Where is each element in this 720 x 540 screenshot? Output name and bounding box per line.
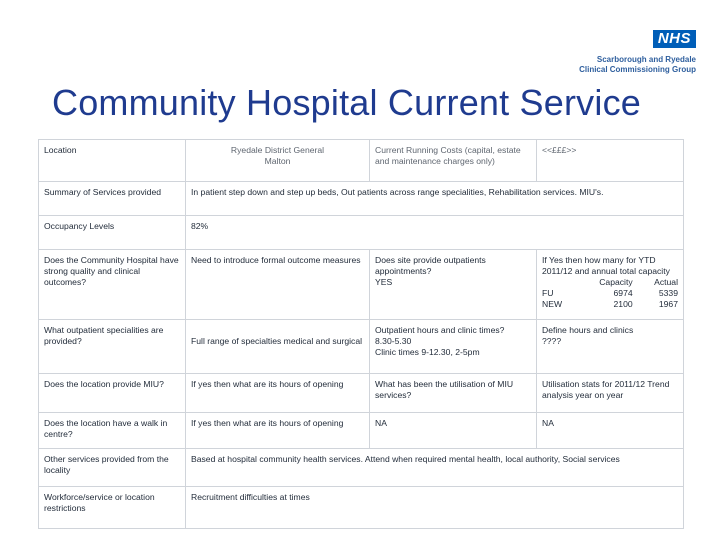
services-summary-value: In patient step down and step up beds, Out patients across range specialities, Rehabilitation services. MIU's. (186, 182, 684, 216)
location-name: Ryedale District General (230, 145, 325, 155)
outpatient-specialities-label: What outpatient specialities are provided? (39, 320, 186, 374)
occupancy-label: Occupancy Levels (39, 216, 186, 250)
outpatient-specialities-value (186, 320, 370, 374)
table-row (39, 320, 684, 374)
walk-in-hours: If yes then what are its hours of opening (186, 413, 370, 449)
table-row (39, 413, 684, 449)
outpatient-appointments-question: Does site provide outpatients appointments? (375, 255, 486, 276)
table-row (39, 250, 684, 320)
location-label: Location (39, 140, 186, 182)
ytd-capacity-question: If Yes then how many for YTD 2011/12 and annual total capacity (542, 255, 670, 276)
occupancy-value: 82% (186, 216, 684, 250)
miu-hours: If yes then what are its hours of opening (186, 374, 370, 413)
new-actual: 1967 (658, 299, 678, 309)
ccg-name-line-1: Scarborough and Ryedale (596, 55, 696, 64)
restrictions-label: Workforce/service or location restrictions (39, 487, 186, 529)
walk-in-na-2: NA (537, 413, 684, 449)
new-label: NEW (542, 299, 563, 309)
new-capacity: 2100 (613, 299, 633, 309)
table-row (39, 140, 684, 182)
quality-outcomes-value: Need to introduce formal outcome measures (186, 250, 370, 320)
table-row (39, 216, 684, 250)
services-summary-label: Summary of Services provided (39, 182, 186, 216)
miu-label: Does the location provide MIU? (39, 374, 186, 413)
define-hours-cell (537, 320, 684, 374)
walk-in-label: Does the location have a walk in centre? (39, 413, 186, 449)
other-services-label: Other services provided from the locality (39, 449, 186, 487)
miu-utilisation-stats: Utilisation stats for 2011/12 Trend analysis year on year (537, 374, 684, 413)
outpatient-appointments-answer: YES (375, 277, 393, 287)
walk-in-na-1: NA (370, 413, 537, 449)
location-town: Malton (264, 156, 291, 166)
ytd-capacity-cell (537, 250, 684, 320)
define-hours-text: Define hours and clinics (542, 325, 634, 335)
ccg-logo (579, 30, 696, 75)
running-costs-label: Current Running Costs (capital, estate and maintenance charges only) (370, 140, 537, 182)
miu-utilisation-question: What has been the utilisation of MIU services? (370, 374, 537, 413)
quality-outcomes-label: Does the Community Hospital have strong quality and clinical outcomes? (39, 250, 186, 320)
table-row (39, 487, 684, 529)
table-row (39, 449, 684, 487)
restrictions-value: Recruitment difficulties at times (186, 487, 684, 529)
outpatient-hours-value: 8.30-5.30 (375, 336, 412, 346)
page-title: Community Hospital Current Service (52, 82, 641, 123)
capacity-header: Capacity (599, 277, 633, 287)
actual-header: Actual (654, 277, 678, 287)
outpatient-hours-question: Outpatient hours and clinic times? (375, 325, 505, 335)
new-row (542, 299, 678, 310)
outpatient-specialities-text: Full range of specialties medical and surgical (191, 336, 363, 346)
outpatient-appointments-cell (370, 250, 537, 320)
define-hours-value: ???? (542, 336, 562, 346)
fu-row (542, 288, 678, 299)
fu-actual: 5339 (658, 288, 678, 298)
fu-capacity: 6974 (613, 288, 633, 298)
fu-label: FU (542, 288, 554, 298)
capacity-header-row (542, 277, 678, 288)
outpatient-hours-cell (370, 320, 537, 374)
ccg-name-line-2: Clinical Commissioning Group (579, 65, 696, 74)
location-value (186, 140, 370, 182)
other-services-value: Based at hospital community health services. Attend when required mental health, local authority, Social services (186, 449, 684, 487)
service-table (38, 139, 684, 529)
running-costs-value: <<£££>> (537, 140, 684, 182)
nhs-logo: NHS (653, 30, 696, 48)
table-row (39, 374, 684, 413)
clinic-times-value: Clinic times 9-12.30, 2-5pm (375, 347, 480, 357)
table-row (39, 182, 684, 216)
